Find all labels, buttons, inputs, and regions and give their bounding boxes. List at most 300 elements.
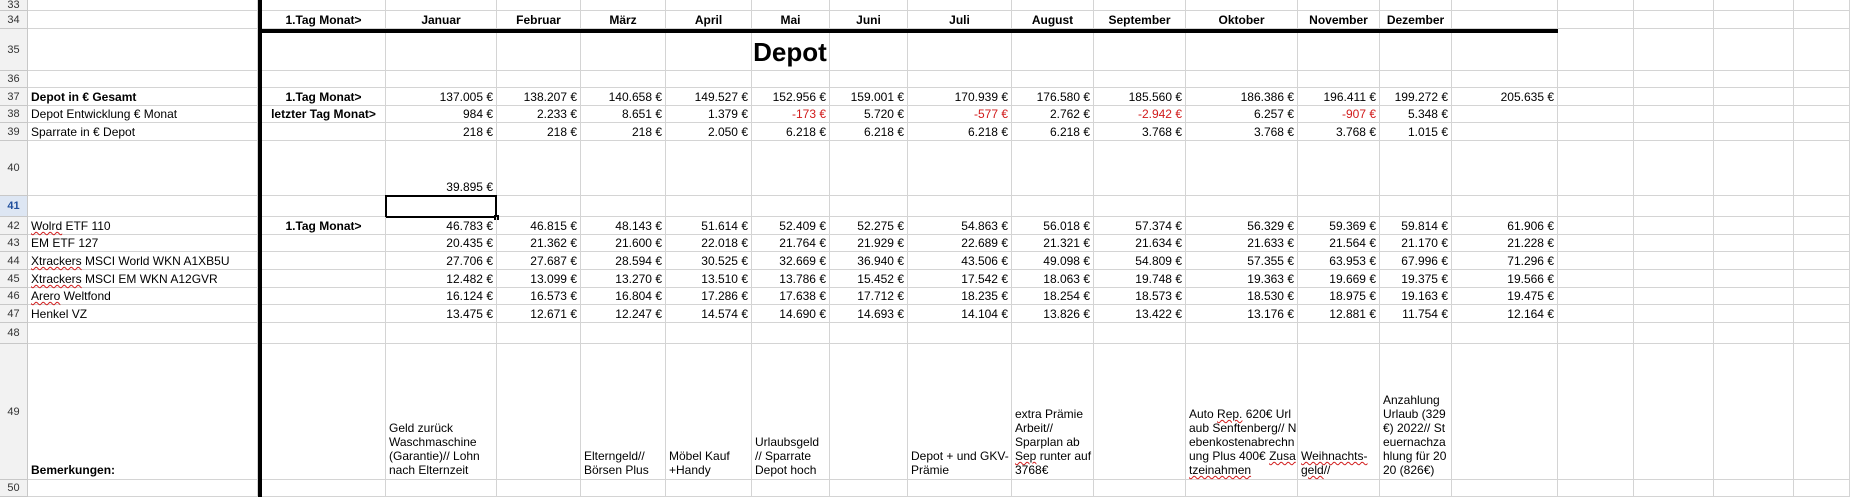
grid-cell[interactable] [262, 288, 386, 305]
fund-value-cell[interactable]: 13.099 € [497, 270, 581, 288]
grid-cell[interactable] [28, 196, 258, 217]
row-header[interactable]: 45 [0, 270, 28, 288]
fund-value-cell[interactable]: 13.786 € [752, 270, 830, 288]
depot-development-cell[interactable]: 984 € [386, 106, 497, 123]
month-header[interactable]: November [1298, 11, 1380, 29]
grid-cell[interactable] [752, 196, 830, 217]
grid-cell[interactable] [1380, 141, 1452, 196]
depot-total-cell[interactable]: 176.580 € [1012, 88, 1094, 106]
savings-rate-cell[interactable]: 6.218 € [830, 123, 908, 141]
depot-development-key[interactable]: letzter Tag Monat> [262, 106, 386, 123]
grid-cell[interactable] [262, 123, 386, 141]
grid-cell[interactable] [1794, 344, 1850, 480]
grid-cell[interactable] [1714, 217, 1794, 235]
grid-cell[interactable] [1794, 106, 1850, 123]
row-header[interactable]: 43 [0, 235, 28, 252]
savings-rate-label[interactable]: Sparrate in € Depot [28, 123, 258, 141]
grid-cell[interactable] [666, 71, 752, 88]
grid-cell[interactable] [28, 480, 258, 497]
grid-cell[interactable] [262, 305, 386, 323]
fund-value-cell[interactable]: 30.525 € [666, 252, 752, 270]
grid-cell[interactable] [1634, 323, 1714, 344]
grid-cell[interactable] [1452, 141, 1558, 196]
fund-value-cell[interactable]: 13.422 € [1094, 305, 1186, 323]
grid-cell[interactable] [752, 141, 830, 196]
depot-total-cell[interactable]: 186.386 € [1186, 88, 1298, 106]
grid-cell[interactable] [262, 71, 386, 88]
grid-cell[interactable] [386, 0, 497, 11]
fund-value-cell[interactable]: 21.321 € [1012, 235, 1094, 252]
grid-cell[interactable] [908, 141, 1012, 196]
grid-cell[interactable] [1714, 29, 1794, 71]
grid-cell[interactable] [1298, 0, 1380, 11]
grid-cell[interactable] [1298, 141, 1380, 196]
grid-cell[interactable] [1558, 11, 1634, 29]
grid-cell[interactable] [752, 480, 830, 497]
depot-development-cell[interactable]: 2.762 € [1012, 106, 1094, 123]
grid-cell[interactable] [581, 196, 666, 217]
grid-cell[interactable] [1558, 270, 1634, 288]
fund-value-cell[interactable]: 15.452 € [830, 270, 908, 288]
fund-value-cell[interactable]: 14.104 € [908, 305, 1012, 323]
grid-cell[interactable] [1794, 270, 1850, 288]
savings-rate-cell[interactable]: 6.218 € [752, 123, 830, 141]
grid-cell[interactable] [1794, 288, 1850, 305]
fund-value-cell[interactable]: 18.975 € [1298, 288, 1380, 305]
grid-cell[interactable] [1558, 0, 1634, 11]
fund-value-cell[interactable]: 17.286 € [666, 288, 752, 305]
grid-cell[interactable] [28, 323, 258, 344]
grid-cell[interactable] [1452, 323, 1558, 344]
grid-cell[interactable] [1794, 305, 1850, 323]
fund-value-cell[interactable]: 18.254 € [1012, 288, 1094, 305]
fund-value-cell[interactable]: 14.690 € [752, 305, 830, 323]
grid-cell[interactable] [1380, 196, 1452, 217]
grid-cell[interactable] [1558, 106, 1634, 123]
grid-cell[interactable] [908, 480, 1012, 497]
fund-value-cell[interactable]: 54.809 € [1094, 252, 1186, 270]
grid-cell[interactable] [262, 29, 386, 71]
grid-cell[interactable] [1634, 29, 1714, 71]
grid-cell[interactable] [1012, 323, 1094, 344]
cell-r40-januar[interactable]: 39.895 € [386, 141, 497, 196]
depot-total-cell[interactable]: 170.939 € [908, 88, 1012, 106]
depot-total-cell[interactable]: 159.001 € [830, 88, 908, 106]
grid-cell[interactable] [830, 323, 908, 344]
fund-value-cell[interactable]: 19.475 € [1452, 288, 1558, 305]
fund-value-cell[interactable]: 21.564 € [1298, 235, 1380, 252]
grid-cell[interactable] [1794, 0, 1850, 11]
fund-value-cell[interactable]: 20.435 € [386, 235, 497, 252]
grid-cell[interactable] [1452, 11, 1558, 29]
grid-cell[interactable] [1558, 196, 1634, 217]
grid-cell[interactable] [28, 141, 258, 196]
grid-cell[interactable] [1558, 141, 1634, 196]
grid-cell[interactable] [1094, 344, 1186, 480]
grid-cell[interactable] [497, 323, 581, 344]
grid-cell[interactable] [262, 270, 386, 288]
grid-cell[interactable] [1714, 252, 1794, 270]
active-cell[interactable] [385, 195, 497, 218]
fund-value-cell[interactable]: 19.363 € [1186, 270, 1298, 288]
fund-value-cell[interactable]: 19.375 € [1380, 270, 1452, 288]
grid-cell[interactable] [1186, 0, 1298, 11]
grid-cell[interactable] [752, 71, 830, 88]
fund-value-cell[interactable]: 13.270 € [581, 270, 666, 288]
grid-cell[interactable] [497, 0, 581, 11]
depot-total-cell[interactable]: 152.956 € [752, 88, 830, 106]
grid-cell[interactable] [1380, 323, 1452, 344]
grid-cell[interactable] [1558, 323, 1634, 344]
grid-cell[interactable] [908, 71, 1012, 88]
grid-cell[interactable] [1714, 71, 1794, 88]
grid-cell[interactable] [1558, 305, 1634, 323]
grid-cell[interactable] [1634, 141, 1714, 196]
fund-value-cell[interactable]: 21.600 € [581, 235, 666, 252]
grid-cell[interactable] [1714, 288, 1794, 305]
row-header[interactable]: 35 [0, 29, 28, 71]
fund-value-cell[interactable]: 61.906 € [1452, 217, 1558, 235]
fund-value-cell[interactable]: 59.369 € [1298, 217, 1380, 235]
grid-cell[interactable] [1714, 141, 1794, 196]
grid-cell[interactable] [1558, 252, 1634, 270]
depot-development-cell[interactable]: 6.257 € [1186, 106, 1298, 123]
fund-value-cell[interactable]: 21.764 € [752, 235, 830, 252]
fund-name[interactable] [28, 288, 258, 305]
grid-cell[interactable] [666, 196, 752, 217]
row-header[interactable]: 38 [0, 106, 28, 123]
fund-value-cell[interactable]: 59.814 € [1380, 217, 1452, 235]
grid-cell[interactable] [1094, 141, 1186, 196]
grid-cell[interactable] [1012, 71, 1094, 88]
row-header[interactable]: 50 [0, 480, 28, 497]
note-november[interactable] [1298, 344, 1380, 480]
grid-cell[interactable] [830, 141, 908, 196]
depot-development-cell[interactable]: -577 € [908, 106, 1012, 123]
fund-value-cell[interactable]: 46.815 € [497, 217, 581, 235]
fund-value-cell[interactable]: 32.669 € [752, 252, 830, 270]
month-header[interactable]: September [1094, 11, 1186, 29]
grid-cell[interactable] [262, 196, 386, 217]
grid-cell[interactable] [1558, 123, 1634, 141]
fund-value-cell[interactable]: 49.098 € [1012, 252, 1094, 270]
fund-value-cell[interactable]: 14.693 € [830, 305, 908, 323]
fund-value-cell[interactable]: 18.530 € [1186, 288, 1298, 305]
fund-value-cell[interactable]: 71.296 € [1452, 252, 1558, 270]
month-header[interactable]: August [1012, 11, 1094, 29]
fund-value-cell[interactable]: 13.475 € [386, 305, 497, 323]
grid-cell[interactable] [1094, 71, 1186, 88]
grid-cell[interactable] [1634, 288, 1714, 305]
note-august[interactable] [1012, 344, 1094, 480]
grid-cell[interactable] [1794, 29, 1850, 71]
grid-cell[interactable] [1186, 196, 1298, 217]
grid-cell[interactable] [1634, 217, 1714, 235]
fund-value-cell[interactable]: 51.614 € [666, 217, 752, 235]
grid-cell[interactable] [1634, 252, 1714, 270]
fund-value-cell[interactable]: 54.863 € [908, 217, 1012, 235]
grid-cell[interactable] [1558, 235, 1634, 252]
month-header[interactable]: Januar [386, 11, 497, 29]
depot-development-cell[interactable]: 2.233 € [497, 106, 581, 123]
savings-rate-cell[interactable]: 6.218 € [908, 123, 1012, 141]
month-header[interactable]: April [666, 11, 752, 29]
row-header[interactable]: 37 [0, 88, 28, 106]
fund-value-cell[interactable]: 56.329 € [1186, 217, 1298, 235]
grid-cell[interactable] [1380, 480, 1452, 497]
fund-value-cell[interactable]: 36.940 € [830, 252, 908, 270]
grid-cell[interactable] [1452, 106, 1558, 123]
grid-cell[interactable] [830, 344, 908, 480]
fund-value-cell[interactable]: 14.574 € [666, 305, 752, 323]
savings-rate-cell[interactable]: 218 € [497, 123, 581, 141]
fund-value-cell[interactable]: 43.506 € [908, 252, 1012, 270]
grid-cell[interactable] [1094, 196, 1186, 217]
note-april[interactable] [666, 344, 752, 480]
month-header[interactable]: Mai [752, 11, 830, 29]
grid-cell[interactable] [1094, 480, 1186, 497]
grid-cell[interactable] [497, 480, 581, 497]
grid-cell[interactable] [1380, 0, 1452, 11]
fund-value-cell[interactable]: 21.633 € [1186, 235, 1298, 252]
grid-cell[interactable] [666, 0, 752, 11]
depot-development-cell[interactable]: -2.942 € [1094, 106, 1186, 123]
month-header[interactable]: Februar [497, 11, 581, 29]
depot-total-cell[interactable]: 140.658 € [581, 88, 666, 106]
grid-cell[interactable] [1452, 196, 1558, 217]
depot-development-cell[interactable]: 8.651 € [581, 106, 666, 123]
row-header[interactable]: 40 [0, 141, 28, 196]
grid-cell[interactable] [752, 0, 830, 11]
month-header[interactable]: Juli [908, 11, 1012, 29]
grid-cell[interactable] [1186, 71, 1298, 88]
depot-development-cell[interactable]: -907 € [1298, 106, 1380, 123]
fund-value-cell[interactable]: 12.881 € [1298, 305, 1380, 323]
grid-cell[interactable] [1380, 29, 1452, 71]
fund-value-cell[interactable]: 57.355 € [1186, 252, 1298, 270]
depot-development-cell[interactable]: 5.348 € [1380, 106, 1452, 123]
grid-cell[interactable] [1634, 235, 1714, 252]
month-header[interactable]: Oktober [1186, 11, 1298, 29]
grid-cell[interactable] [830, 71, 908, 88]
grid-cell[interactable] [1380, 71, 1452, 88]
grid-cell[interactable] [1634, 123, 1714, 141]
grid-cell[interactable] [28, 29, 258, 71]
grid-cell[interactable] [581, 71, 666, 88]
fund-value-cell[interactable]: 11.754 € [1380, 305, 1452, 323]
fund-value-cell[interactable]: 17.638 € [752, 288, 830, 305]
grid-cell[interactable] [1558, 29, 1634, 71]
grid-cell[interactable] [1452, 29, 1558, 71]
row-header[interactable]: 39 [0, 123, 28, 141]
note-oktober[interactable] [1186, 344, 1298, 480]
grid-cell[interactable] [262, 235, 386, 252]
grid-cell[interactable] [1012, 480, 1094, 497]
grid-cell[interactable] [1714, 235, 1794, 252]
fund-value-cell[interactable]: 22.018 € [666, 235, 752, 252]
depot-total-cell[interactable]: 149.527 € [666, 88, 752, 106]
savings-rate-cell[interactable]: 6.218 € [1012, 123, 1094, 141]
grid-cell[interactable] [908, 0, 1012, 11]
grid-cell[interactable] [1634, 106, 1714, 123]
grid-cell[interactable] [1794, 88, 1850, 106]
grid-cell[interactable] [1714, 480, 1794, 497]
savings-rate-cell[interactable]: 1.015 € [1380, 123, 1452, 141]
fund-name[interactable] [28, 217, 258, 235]
note-mai[interactable] [752, 344, 830, 480]
grid-cell[interactable] [1794, 217, 1850, 235]
grid-cell[interactable] [262, 480, 386, 497]
row-header[interactable]: 47 [0, 305, 28, 323]
fund-value-cell[interactable]: 22.689 € [908, 235, 1012, 252]
grid-cell[interactable] [1634, 88, 1714, 106]
grid-cell[interactable] [1298, 323, 1380, 344]
grid-cell[interactable] [1186, 141, 1298, 196]
fund-value-cell[interactable]: 13.510 € [666, 270, 752, 288]
depot-development-cell[interactable]: 1.379 € [666, 106, 752, 123]
fund-name[interactable] [28, 305, 258, 323]
grid-cell[interactable] [497, 196, 581, 217]
grid-cell[interactable] [752, 323, 830, 344]
note-juli[interactable] [908, 344, 1012, 480]
fund-name[interactable] [28, 235, 258, 252]
month-header[interactable]: März [581, 11, 666, 29]
grid-cell[interactable] [1714, 88, 1794, 106]
grid-cell[interactable] [1558, 344, 1634, 480]
savings-rate-cell[interactable]: 3.768 € [1186, 123, 1298, 141]
grid-cell[interactable] [1558, 217, 1634, 235]
fund-value-cell[interactable]: 19.748 € [1094, 270, 1186, 288]
grid-cell[interactable] [386, 71, 497, 88]
grid-cell[interactable] [1634, 305, 1714, 323]
fund-value-cell[interactable]: 27.706 € [386, 252, 497, 270]
note-januar[interactable] [386, 344, 497, 480]
grid-cell[interactable] [262, 344, 386, 480]
depot-total-key[interactable]: 1.Tag Monat> [262, 88, 386, 106]
fund-value-cell[interactable]: 27.687 € [497, 252, 581, 270]
grid-cell[interactable] [1794, 11, 1850, 29]
grid-cell[interactable] [1634, 196, 1714, 217]
fund-name[interactable] [28, 252, 258, 270]
grid-cell[interactable] [1794, 123, 1850, 141]
grid-cell[interactable] [1012, 0, 1094, 11]
grid-cell[interactable] [1714, 106, 1794, 123]
grid-cell[interactable] [497, 141, 581, 196]
row-header[interactable]: 42 [0, 217, 28, 235]
grid-cell[interactable] [1714, 123, 1794, 141]
grid-cell[interactable] [1452, 123, 1558, 141]
fund-value-cell[interactable]: 57.374 € [1094, 217, 1186, 235]
depot-total-cell[interactable]: 196.411 € [1298, 88, 1380, 106]
depot-development-cell[interactable]: 5.720 € [830, 106, 908, 123]
grid-cell[interactable] [1634, 344, 1714, 480]
grid-cell[interactable] [1714, 344, 1794, 480]
fund-value-cell[interactable]: 18.573 € [1094, 288, 1186, 305]
notes-label[interactable]: Bemerkungen: [28, 344, 258, 480]
row-header[interactable]: 46 [0, 288, 28, 305]
funds-key[interactable]: 1.Tag Monat> [262, 217, 386, 235]
month-header[interactable]: Dezember [1380, 11, 1452, 29]
grid-cell[interactable] [28, 0, 258, 11]
grid-cell[interactable] [830, 196, 908, 217]
fund-value-cell[interactable]: 28.594 € [581, 252, 666, 270]
fund-value-cell[interactable]: 16.804 € [581, 288, 666, 305]
row-header[interactable]: 44 [0, 252, 28, 270]
grid-cell[interactable] [262, 0, 386, 11]
grid-cell[interactable] [666, 323, 752, 344]
grid-cell[interactable] [1794, 323, 1850, 344]
grid-cell[interactable] [1714, 270, 1794, 288]
grid-cell[interactable] [1714, 196, 1794, 217]
grid-cell[interactable] [262, 141, 386, 196]
grid-cell[interactable] [1298, 29, 1380, 71]
fund-value-cell[interactable]: 48.143 € [581, 217, 666, 235]
fund-value-cell[interactable]: 67.996 € [1380, 252, 1452, 270]
fund-value-cell[interactable]: 19.163 € [1380, 288, 1452, 305]
grid-cell[interactable] [1558, 288, 1634, 305]
savings-rate-cell[interactable]: 2.050 € [666, 123, 752, 141]
grid-cell[interactable] [1094, 29, 1186, 71]
fund-value-cell[interactable]: 52.409 € [752, 217, 830, 235]
grid-cell[interactable] [386, 29, 497, 71]
grid-cell[interactable] [1794, 252, 1850, 270]
savings-rate-cell[interactable]: 3.768 € [1298, 123, 1380, 141]
note-maerz[interactable] [581, 344, 666, 480]
grid-cell[interactable] [908, 323, 1012, 344]
note-dezember[interactable] [1380, 344, 1452, 480]
depot-total-cell[interactable]: 205.635 € [1452, 88, 1558, 106]
depot-total-cell[interactable]: 138.207 € [497, 88, 581, 106]
grid-cell[interactable] [497, 344, 581, 480]
fund-value-cell[interactable]: 12.247 € [581, 305, 666, 323]
grid-cell[interactable] [1012, 196, 1094, 217]
savings-rate-cell[interactable]: 218 € [386, 123, 497, 141]
grid-cell[interactable] [1298, 196, 1380, 217]
fund-value-cell[interactable]: 13.826 € [1012, 305, 1094, 323]
fund-value-cell[interactable]: 56.018 € [1012, 217, 1094, 235]
grid-cell[interactable] [1634, 480, 1714, 497]
row-header[interactable]: 48 [0, 323, 28, 344]
grid-cell[interactable] [830, 0, 908, 11]
grid-cell[interactable] [1794, 141, 1850, 196]
grid-cell[interactable] [1634, 11, 1714, 29]
row-header[interactable]: 33 [0, 0, 28, 11]
grid-cell[interactable] [1634, 270, 1714, 288]
grid-cell[interactable] [1186, 323, 1298, 344]
grid-cell[interactable] [666, 480, 752, 497]
grid-cell[interactable] [1452, 0, 1558, 11]
fund-value-cell[interactable]: 17.542 € [908, 270, 1012, 288]
grid-cell[interactable] [1634, 71, 1714, 88]
fund-value-cell[interactable]: 16.124 € [386, 288, 497, 305]
first-day-label[interactable]: 1.Tag Monat> [262, 11, 386, 29]
fund-value-cell[interactable]: 16.573 € [497, 288, 581, 305]
depot-total-label[interactable]: Depot in € Gesamt [28, 88, 258, 106]
grid-cell[interactable] [1794, 480, 1850, 497]
grid-cell[interactable] [386, 323, 497, 344]
fund-value-cell[interactable]: 18.063 € [1012, 270, 1094, 288]
fund-value-cell[interactable]: 21.362 € [497, 235, 581, 252]
grid-cell[interactable] [386, 480, 497, 497]
grid-cell[interactable] [581, 0, 666, 11]
grid-cell[interactable] [1012, 141, 1094, 196]
depot-total-cell[interactable]: 185.560 € [1094, 88, 1186, 106]
grid-cell[interactable] [908, 196, 1012, 217]
grid-cell[interactable] [1186, 29, 1298, 71]
fund-value-cell[interactable]: 46.783 € [386, 217, 497, 235]
grid-cell[interactable] [581, 323, 666, 344]
fund-value-cell[interactable]: 12.164 € [1452, 305, 1558, 323]
